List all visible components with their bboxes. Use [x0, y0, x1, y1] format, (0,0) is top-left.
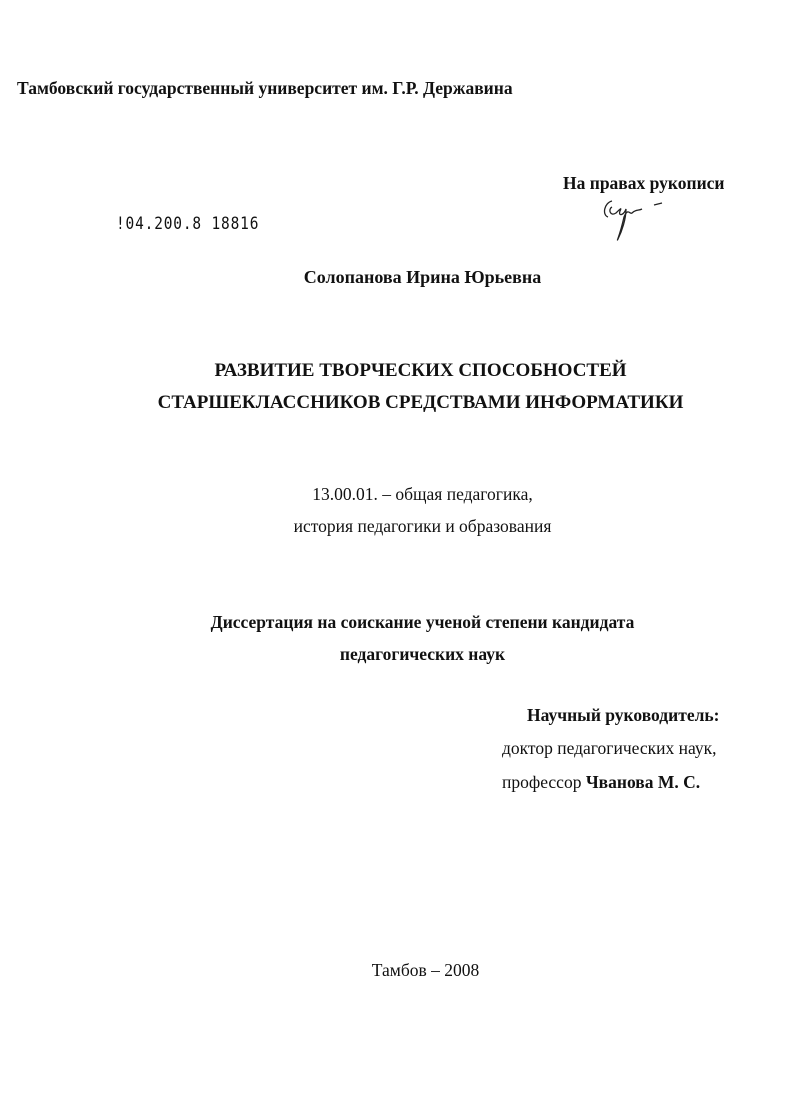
city-year: Тамбов – 2008 [371, 960, 480, 980]
specialty-line-2: история педагогики и образования [293, 516, 552, 536]
registration-stamp: !04.200.8 18816 [116, 214, 260, 234]
specialty-line-1: 13.00.01. – общая педагогика, [312, 484, 533, 504]
author-name: Солопанова Ирина Юрьевна [303, 267, 542, 287]
dissertation-line-1: Диссертация на соискание ученой степени кандидата [210, 612, 635, 632]
university-name: Тамбовский государственный университет им. Г.Р. Державина [17, 78, 513, 98]
supervisor-degree: доктор педагогических наук, [502, 738, 717, 758]
supervisor-name: Чванова М. С. [585, 772, 701, 792]
thesis-title-line-2: СТАРШЕКЛАССНИКОВ СРЕДСТВАМИ ИНФОРМАТИКИ [157, 392, 684, 413]
thesis-title-line-1: РАЗВИТИЕ ТВОРЧЕСКИХ СПОСОБНОСТЕЙ [214, 360, 627, 381]
supervisor-line [502, 774, 700, 792]
supervisor-rank: профессор [502, 772, 586, 792]
supervisor-label: Научный руководитель: [527, 705, 720, 725]
dissertation-line-2: педагогических наук [339, 644, 506, 664]
manuscript-rights-label: На правах рукописи [563, 173, 725, 193]
signature-icon [598, 195, 668, 243]
